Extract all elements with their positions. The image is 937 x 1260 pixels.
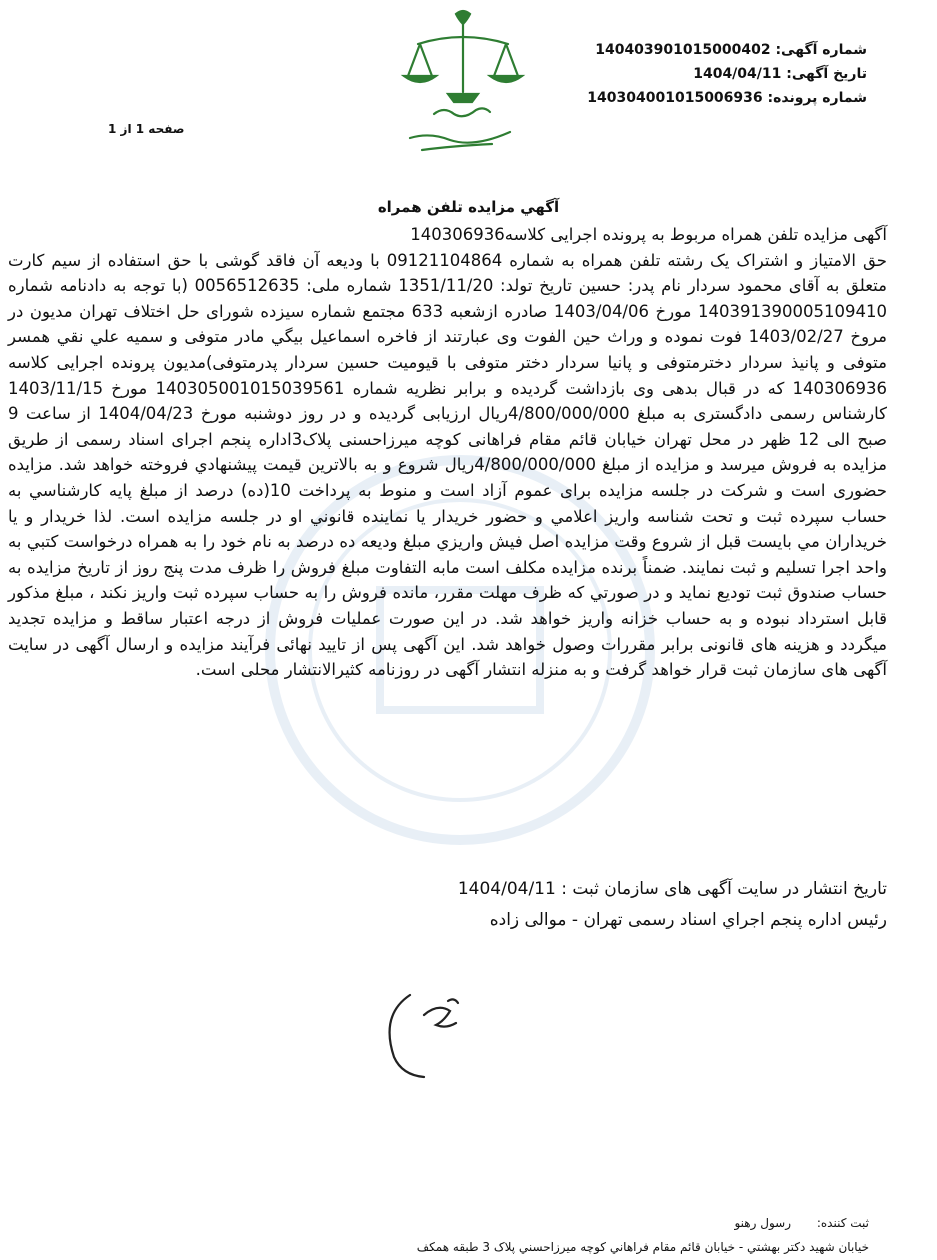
registrar: [734, 1216, 869, 1230]
office-address: خیابان شهید دکتر بهشتي - خيابان قائم مقام فراهاني کوچه ميرزاحسني پلاک 3 طبقه همکف: [416, 1240, 869, 1254]
notice-title: آگهي مزایده تلفن همراه: [377, 198, 560, 216]
registrar-label: ثبت کننده:: [816, 1216, 869, 1230]
registrar-name: رسول رهنو: [734, 1216, 792, 1230]
case-number-label: شماره پرونده:: [767, 90, 867, 106]
notice-body: [8, 222, 887, 683]
notice-date-label: تاریخ آگهی:: [786, 66, 867, 82]
body-paragraph-2: حق الامتیاز و اشتراک یک رشته تلفن همراه به شماره 09121104864 با ودیعه آن فاقد گوشی با حق استفاده از سیم کارت متعلق به آقای محمود سردار نام پدر: حسین تاریخ تولد: 1351/11/20 شماره ملی: 0056512635 (با توجه به دادنامه شماره 140391390005109410 مورخ 1403/04/06 صادره ازشعبه 633 مجتمع شماره سیزده شورای حل اختلاف تهران مدیون در مروخ 1403/02/27 فوت نموده و وراث حین الفوت وی عبارتند از فاخره اسماعیل بیگي مادر متوفی و سمیه علي نقي همسر متوفی و پانیذ سردار دخترمتوفی و پانیا سردار دختر متوفی با قیومیت حسین سردار پدرمتوفی)مدیون پرونده اجرایی کلاسه 140306936 که در قبال بدهی وی بازداشت گردیده و برابر نظریه شماره 140305001015039561 مورخ 1403/11/15 کارشناس رسمی دادگستری به مبلغ 4/800/000/000ریال ارزیابی گردیده و در روز دوشنبه مورخ 1404/04/23 از ساعت 9 صبح الی 12 ظهر در محل تهران خیابان قائم مقام فراهانی کوچه میرزاحسنی پلاک3اداره پنجم اجرای اسناد رسمی از طریق مزایده به فروش میرسد و مزایده از مبلغ 4/800/000/000ریال شروع و به بالاترین قیمت پیشنهادي فروخته خواهد شد. مزایده حضوری است و شرکت در جلسه مزایده برای عموم آزاد است و منوط به پرداخت 10(ده) درصد از مبلغ پایه کارشناسي به حساب سپرده ثبت و تحت شناسه واريز اعلامي و حضور خريدار يا نماينده قانوني او در جلسه مزايده است. لذا خريدار و يا خريداران مي بايست قبل از شروع وقت مزايده اصل فيش واريزي مبلغ وديعه ده درصد به نام خود را به همراه درخواست کتبي به واحد اجرا تسليم و ثبت نمايند. ضمناً برنده مزایده مکلف است مابه التفاوت مبلغ فروش را ظرف مدت پنج روز از تاریخ مزایده به حساب صندوق ثبت تودیع نماید و در صورتي که ظرف مهلت مقرر، مانده فروش را به حساب سپرده ثبت واریز نکند ، مبلغ مذکور قابل استرداد نبوده و به حساب خزانه واریز خواهد شد. در این صورت عملیات فروش از درجه اعتبار ساقط و مزایده تجدید میگردد و هزینه های قانونی برابر مقررات وصول خواهد شد. این آگهی پس از تایید نهائی فرآیند مزایده و ارسال آگهی در سایت آگهی های سازمان ثبت قرار خواهد گرفت و به منزله انتشار آگهی در روزنامه کثیرالانتشار محلی است.: [8, 250, 888, 680]
publication-date-line: تاریخ انتشار در سایت آگهی های سازمان ثبت : 1404/04/11: [457, 879, 887, 899]
notice-number-row: [537, 38, 867, 62]
case-number: 140304001015006936: [587, 90, 763, 106]
notice-meta: [537, 38, 867, 110]
notice-date: 1404/04/11: [693, 66, 782, 82]
page-number: صفحه 1 از 1: [108, 122, 185, 136]
signature-image: [348, 965, 488, 1093]
judiciary-emblem-icon: [398, 6, 528, 156]
body-paragraph-1: آگهی مزایده تلفن همراه مربوط به پرونده اجرایی کلاسه140306936: [410, 225, 887, 244]
notice-footer: [200, 874, 887, 936]
signatory-line: رئیس اداره پنجم اجراي اسناد رسمی تهران - موالی زاده: [489, 910, 887, 930]
notice-number-label: شماره آگهی:: [775, 42, 867, 58]
case-number-row: [537, 86, 867, 110]
notice-date-row: [537, 62, 867, 86]
notice-number: 14040390101500040​2: [595, 42, 771, 58]
